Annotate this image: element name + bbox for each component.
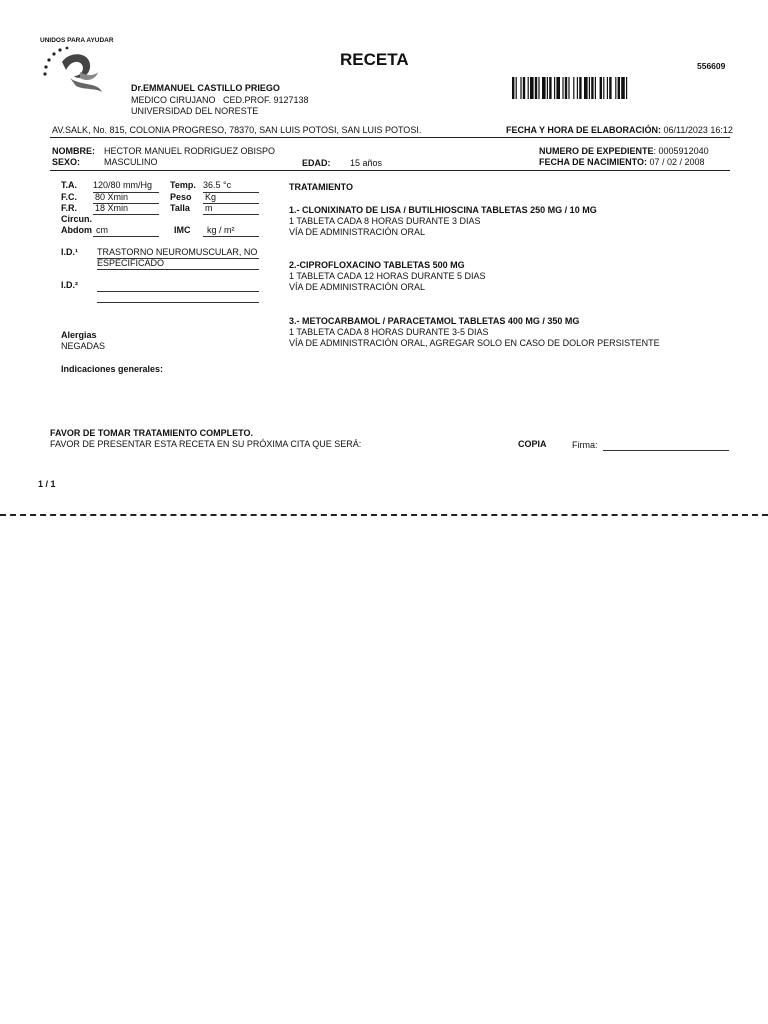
signature-line bbox=[603, 450, 729, 451]
divider bbox=[50, 137, 730, 138]
elaboration-date bbox=[506, 125, 733, 136]
imc-value: kg / m² bbox=[207, 225, 235, 235]
doctor-university: UNIVERSIDAD DEL NORESTE bbox=[131, 106, 259, 116]
id2-label: I.D.² bbox=[61, 280, 78, 290]
circun-label: Circun. bbox=[61, 214, 93, 224]
fr-value: 18 Xmin bbox=[95, 203, 129, 213]
barcode-bar bbox=[523, 77, 525, 99]
barcode bbox=[512, 77, 724, 99]
cut-line bbox=[0, 514, 768, 516]
allergies-value: NEGADAS bbox=[61, 341, 106, 351]
patient-age-label: EDAD: bbox=[302, 158, 331, 168]
folio-number: 556609 bbox=[697, 61, 726, 71]
ta-value: 120/80 mm/Hg bbox=[93, 180, 153, 190]
birth-date bbox=[539, 157, 705, 168]
page-number: 1 / 1 bbox=[38, 479, 56, 489]
barcode-bar bbox=[626, 77, 627, 99]
treatment-item-2-route: VÍA DE ADMINISTRACIÓN ORAL bbox=[289, 282, 426, 292]
barcode-bar bbox=[621, 77, 625, 99]
barcode-bar bbox=[615, 77, 616, 99]
imc-underline bbox=[203, 236, 259, 237]
peso-value: Kg bbox=[205, 192, 217, 202]
fc-overline bbox=[93, 192, 159, 193]
barcode-bar bbox=[591, 77, 593, 99]
barcode-bar bbox=[584, 77, 588, 99]
barcode-bar bbox=[538, 77, 539, 99]
fc-label: F.C. bbox=[61, 192, 78, 202]
barcode-bar bbox=[573, 77, 574, 99]
imc-label: IMC bbox=[174, 225, 191, 235]
barcode-bar bbox=[595, 77, 596, 99]
id1-line2: ESPECIFICADO bbox=[97, 258, 165, 268]
logo-text: UNIDOS PARA AYUDAR bbox=[40, 37, 114, 44]
fr-label: F.R. bbox=[61, 203, 78, 213]
treatment-item-3-name: 3.- METOCARBAMOL / PARACETAMOL TABLETAS 400 MG / 350 MG bbox=[289, 316, 580, 326]
abdom-underline bbox=[93, 236, 159, 237]
barcode-bar bbox=[589, 77, 590, 99]
barcode-bar bbox=[549, 77, 551, 99]
id2-line1 bbox=[97, 291, 259, 292]
doctor-name: Dr.EMMANUEL CASTILLO PRIEGO bbox=[131, 83, 280, 93]
patient-sex: MASCULINO bbox=[104, 157, 158, 167]
barcode-bar bbox=[600, 77, 602, 99]
treatment-item-3-route: VÍA DE ADMINISTRACIÓN ORAL, AGREGAR SOLO EN CASO DE DOLOR PERSISTENTE bbox=[289, 338, 660, 348]
barcode-bar bbox=[579, 77, 581, 99]
barcode-bar bbox=[562, 77, 563, 99]
treatment-item-2-dose: 1 TABLETA CADA 12 HORAS DURANTE 5 DIAS bbox=[289, 271, 486, 281]
barcode-bar bbox=[547, 77, 548, 99]
patient-name-label: NOMBRE: bbox=[52, 146, 95, 156]
barcode-bar bbox=[568, 77, 569, 99]
divider bbox=[50, 170, 730, 171]
talla-underline bbox=[203, 214, 259, 215]
expediente bbox=[539, 146, 709, 157]
fecha-label: FECHA Y HORA DE ELABORACIÓN: bbox=[506, 125, 662, 135]
barcode-bar bbox=[528, 77, 529, 99]
talla-label: Talla bbox=[170, 203, 190, 213]
fr-overline bbox=[93, 203, 159, 204]
id2-line2 bbox=[97, 302, 259, 303]
ta-label: T.A. bbox=[61, 180, 78, 190]
birth-value: 07 / 02 / 2008 bbox=[649, 157, 705, 167]
treatment-item-2-name: 2.-CIPROFLOXACINO TABLETAS 500 MG bbox=[289, 260, 465, 270]
id1-label: I.D.¹ bbox=[61, 247, 78, 257]
barcode-bar bbox=[607, 77, 608, 99]
patient-name: HECTOR MANUEL RODRIGUEZ OBISPO bbox=[104, 146, 276, 156]
barcode-bar bbox=[542, 77, 546, 99]
treatment-title: TRATAMIENTO bbox=[289, 182, 353, 192]
temp-value: 36.5 °c bbox=[203, 180, 232, 190]
doctor-cedula: CED.PROF. 9127138 bbox=[223, 95, 309, 105]
allergies-label: Alergias bbox=[61, 330, 97, 340]
footer-note-complete: FAVOR DE TOMAR TRATAMIENTO COMPLETO. bbox=[50, 428, 254, 438]
copy-label: COPIA bbox=[518, 439, 547, 449]
birth-label: FECHA DE NACIMIENTO: bbox=[539, 157, 647, 167]
peso-label: Peso bbox=[170, 192, 192, 202]
id1-line2-underline bbox=[97, 269, 259, 270]
clinic-logo bbox=[40, 37, 126, 114]
barcode-bar bbox=[554, 77, 555, 99]
expediente-value: : 0005912040 bbox=[653, 146, 709, 156]
barcode-bar bbox=[535, 77, 537, 99]
indications-label: Indicaciones generales: bbox=[61, 364, 164, 374]
abdom-label: Abdom bbox=[61, 225, 92, 235]
barcode-bar bbox=[577, 77, 578, 99]
fecha-value: 06/11/2023 16:12 bbox=[663, 125, 733, 135]
fr-underline bbox=[93, 214, 159, 215]
document-title: RECETA bbox=[340, 50, 409, 69]
signature-label: Firma: bbox=[572, 440, 598, 450]
abdom-value: cm bbox=[96, 225, 108, 235]
temp-label: Temp. bbox=[170, 180, 196, 190]
barcode-bar bbox=[618, 77, 620, 99]
footer-note-next-visit: FAVOR DE PRESENTAR ESTA RECETA EN SU PRÓXIMA CITA QUE SERÁ: bbox=[50, 439, 362, 449]
barcode-bar bbox=[556, 77, 560, 99]
clinic-address: AV.SALK, No. 815, COLONIA PROGRESO, 78370, SAN LUIS POTOSI, SAN LUIS POTOSI. bbox=[52, 125, 422, 135]
barcode-bar bbox=[512, 77, 514, 99]
barcode-bar bbox=[516, 77, 517, 99]
treatment-item-3-dose: 1 TABLETA CADA 8 HORAS DURANTE 3-5 DIAS bbox=[289, 327, 489, 337]
barcode-bar bbox=[609, 77, 611, 99]
barcode-bar bbox=[565, 77, 567, 99]
expediente-label: NUMERO DE EXPEDIENTE bbox=[539, 146, 654, 156]
patient-age: 15 años bbox=[350, 158, 383, 168]
treatment-item-1-dose: 1 TABLETA CADA 8 HORAS DURANTE 3 DIAS bbox=[289, 216, 481, 226]
doctor-specialty: MEDICO CIRUJANO bbox=[131, 95, 216, 105]
barcode-bar bbox=[530, 77, 534, 99]
treatment-item-1-name: 1.- CLONIXINATO DE LISA / BUTILHIOSCINA TABLETAS 250 MG / 10 MG bbox=[289, 205, 597, 215]
id1-line1: TRASTORNO NEUROMUSCULAR, NO bbox=[97, 247, 258, 257]
patient-sex-label: SEXO: bbox=[52, 157, 81, 167]
fc-value: 80 Xmin bbox=[95, 192, 129, 202]
talla-value: m bbox=[205, 203, 213, 213]
barcode-bar bbox=[603, 77, 604, 99]
barcode-bar bbox=[520, 77, 521, 99]
treatment-item-1-route: VÍA DE ADMINISTRACIÓN ORAL bbox=[289, 227, 426, 237]
